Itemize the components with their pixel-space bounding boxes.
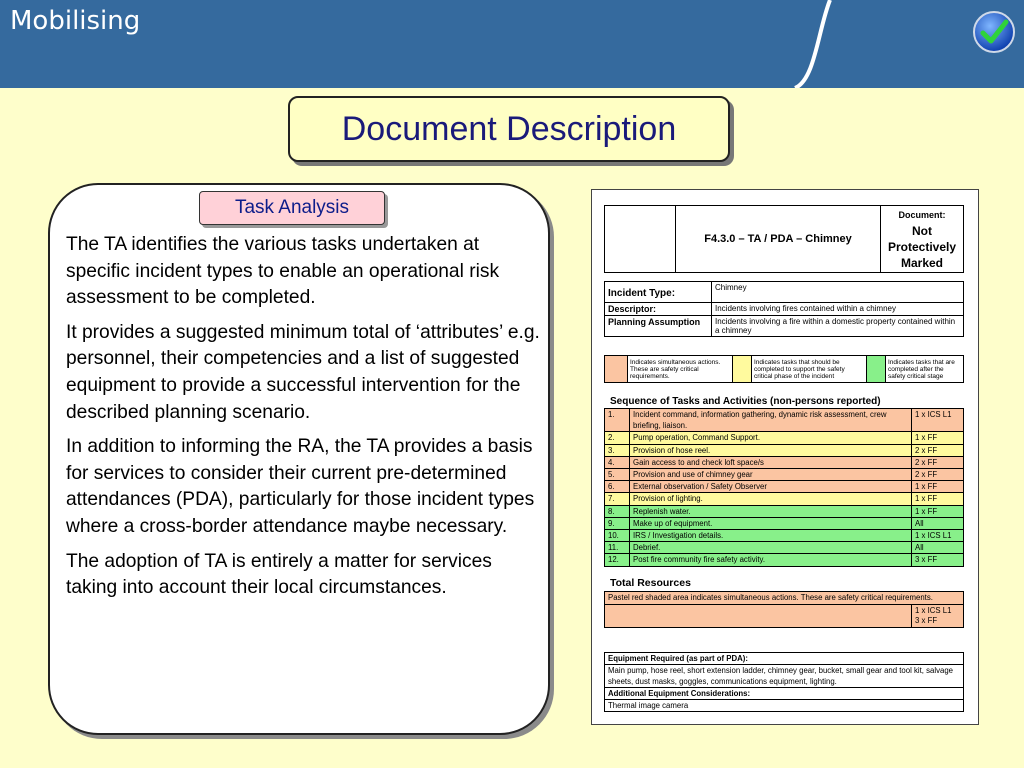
total-resource-2: 3 x FF [915,616,938,625]
slide-title-box [288,96,730,162]
table-row [605,505,964,517]
legend-swatch-green [867,356,886,383]
table-row [605,493,964,505]
table-row [605,444,964,456]
document-header-table [604,205,964,273]
equipment-table [604,652,964,712]
task-number: 8. [605,505,630,517]
additional-equipment-list: Thermal image camera [605,700,964,712]
task-resource: 1 x FF [912,432,964,444]
incident-info-table [604,281,964,337]
total-resources-heading: Total Resources [610,577,691,589]
task-description: Post fire community fire safety activity. [630,554,912,566]
legend-swatch-yellow [733,356,752,383]
task-description: Provision of hose reel. [630,444,912,456]
task-description: Replenish water. [630,505,912,517]
table-row [605,409,964,432]
task-description: Gain access to and check loft space/s [630,456,912,468]
task-resource: 1 x ICS L1 [912,409,964,432]
total-resources-note: Pastel red shaded area indicates simultaneous actions. These are safety critical requirements. [605,592,964,605]
legend-table [604,355,964,383]
equipment-label: Equipment Required (as part of PDA): [605,653,964,665]
table-row [605,456,964,468]
task-description: Provision and use of chimney gear [630,469,912,481]
legend-swatch-red [605,356,628,383]
task-number: 7. [605,493,630,505]
task-description: Provision of lighting. [630,493,912,505]
task-number: 10. [605,530,630,542]
task-resource: 2 x FF [912,444,964,456]
total-resource-1: 1 x ICS L1 [915,606,952,615]
planning-assumption-label: Planning Assumption [605,316,712,337]
incident-type-label: Incident Type: [605,282,712,303]
task-number: 5. [605,469,630,481]
paragraph: The TA identifies the various tasks undertaken at specific incident types to enable an operational risk assessment to be completed. [66,234,500,309]
table-row [605,432,964,444]
total-resources-values [912,605,964,628]
table-row [605,517,964,529]
task-analysis-badge [199,191,385,225]
descriptor-value: Incidents involving fires contained within a chimney [712,303,964,316]
task-resource: All [912,517,964,529]
incident-type-value: Chimney [712,282,964,303]
task-number: 12. [605,554,630,566]
task-description: IRS / Investigation details. [630,530,912,542]
task-resource: 3 x FF [912,554,964,566]
task-number: 3. [605,444,630,456]
marking-line-3: Marked [900,256,944,270]
equipment-list: Main pump, hose reel, short extension ladder, chimney gear, bucket, small gear and tool kit, salvage sheets, dust masks, goggles, communications equipment, lighting. [605,665,964,688]
task-resource: 1 x FF [912,481,964,493]
checkmark-icon[interactable] [972,10,1016,54]
table-row [605,554,964,566]
task-number: 6. [605,481,630,493]
task-description: Pump operation, Command Support. [630,432,912,444]
task-description: Incident command, information gathering, dynamic risk assessment, crew briefing, liaison. [630,409,912,432]
table-row [605,542,964,554]
legend-yellow-text: Indicates tasks that should be completed to support the safety critical phase of the incident [752,356,867,383]
marking-line-1: Not [912,224,932,238]
task-number: 9. [605,517,630,529]
paragraph: The adoption of TA is entirely a matter for services taking into account their local circumstances. [66,550,492,599]
task-number: 1. [605,409,630,432]
task-description: Make up of equipment. [630,517,912,529]
app-title: Mobilising [10,6,141,36]
total-resources-table [604,591,964,628]
task-analysis-label: Task Analysis [234,197,350,218]
legend-red-text: Indicates simultaneous actions. These are safety critical requirements. [628,356,733,383]
paragraph: In addition to informing the RA, the TA provides a basis for services to consider their current pre-determined attendances (PDA), particularly for those incident types where a cross-border attendance maybe necessary. [66,436,535,537]
table-row [605,481,964,493]
header-curve-decoration [0,0,1024,88]
document-label: Document: [898,210,946,220]
document-code: F4.3.0 – TA / PDA – Chimney [676,206,881,273]
task-resource: 1 x FF [912,505,964,517]
task-resource: 2 x FF [912,456,964,468]
table-row [605,530,964,542]
marking-line-2: Protectively [887,240,957,254]
task-resource: 1 x FF [912,493,964,505]
table-row [605,469,964,481]
task-number: 2. [605,432,630,444]
logo-cell [605,206,676,273]
task-description: Debrief. [630,542,912,554]
slide-title: Document Description [341,109,677,148]
descriptor-label: Descriptor: [605,303,712,316]
paragraph: It provides a suggested minimum total of ‘attributes’ e.g. personnel, their competencies and a list of suggested equipment to provide a successful intervention for the described planning scenario. [66,321,540,423]
legend-green-text: Indicates tasks that are completed after the safety critical stage [886,356,964,383]
description-text [66,232,540,610]
planning-assumption-value: Incidents involving a fire within a domestic property contained within a chimney [712,316,964,337]
task-resource: 2 x FF [912,469,964,481]
header-bar [0,0,1024,88]
document-marking [881,206,964,273]
task-resource: All [912,542,964,554]
task-description: External observation / Safety Observer [630,481,912,493]
total-resources-spacer [605,605,912,628]
task-resource: 1 x ICS L1 [912,530,964,542]
task-number: 4. [605,456,630,468]
sequence-heading: Sequence of Tasks and Activities (non-persons reported) [610,396,881,407]
task-number: 11. [605,542,630,554]
additional-equipment-label: Additional Equipment Considerations: [605,688,964,700]
task-sequence-table [604,408,964,567]
